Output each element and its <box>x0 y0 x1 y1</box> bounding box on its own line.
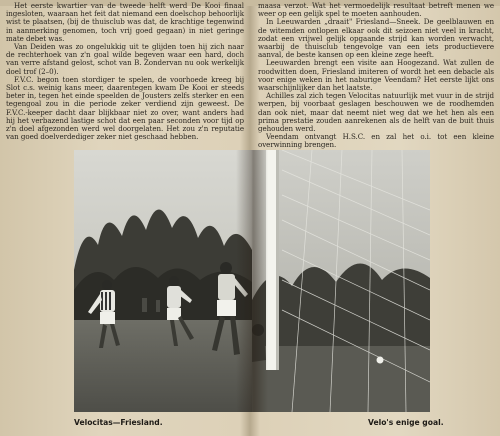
football-match-photo <box>74 150 252 412</box>
article-paragraph: Van Deiden was zo ongelukkig uit te glijden toen hij zich naar de rechterhoek van z'n goal wilde begeven waar een hard, doch van verre afstand gelost, schot van B. Zondervan nu ook werkelijk doel trof (2–0). <box>6 42 244 76</box>
article-paragraph: In Leeuwarden „draait" Friesland—Sneek. De geelblauwen en de witemden ontlopen elkaar ook dit seizoen niet veel in kracht, zodat een vrijwel gelijk opgaande strijd kan worden verwacht, waarbij de thuisclub tengevolge van een iets productievere aanval, de beste kansen op een kleine zege heeft. <box>258 17 494 60</box>
article-paragraph: Leeuwarden brengt een visite aan Hoogezand. Wat zullen de roodwitten doen, Friesland imiteren of wordt het een debacle als voor enige weken in het naburige Veendam? Het eerste lijkt ons waarschijnlijker dan het laatste. <box>258 58 494 93</box>
article-left-column <box>6 2 244 141</box>
article-paragraph: maasa verzot. Wat het vermoedelijk resultaat betreft menen we weer op een gelijk spel te moeten aanhouden. <box>258 1 494 19</box>
goal-net-photo <box>252 150 430 412</box>
article-paragraph: Veendam ontvangt H.S.C. en zal het o.i. tot een kleine overwinning brengen. <box>258 132 494 150</box>
photo-caption-right: Velo's enige goal. <box>368 418 444 427</box>
photo-velo-goal <box>252 150 430 412</box>
photo-caption-left: Velocitas—Friesland. <box>74 418 163 427</box>
photo-spread <box>74 150 430 412</box>
article-paragraph: Achilles zal zich tegen Velocitas natuurlijk met vuur in de strijd werpen, bij voorbaat geslagen beschouwen we de roodhemden dan ook niet, maar dat neemt niet weg dat we het hen als een prima prestatie zouden aanrekenen als de helft van de buit thuis gehouden werd. <box>258 91 494 134</box>
photo-velocitas-friesland <box>74 150 252 412</box>
article-paragraph: F.V.C. begon toen stordiger te spelen, de voorhoede kreeg bij Slot c.s. weinig kans meer, daarentegen kwam De Kooi er steeds beter in, tegen het einde speelden de Jousters zelfs sterker en een tegengoal zou in die periode zeker verdiend zijn geweest. De F.V.C.-keeper dacht daar blijkbaar niet zo over, want anders had hij het verbazend lastige schot dat een paar seconden voor tijd op z'n doel afgezonden werd wel doorgelaten. Het zou z'n reputatie van goed doelverdediger zeker niet geschaad hebben. <box>6 74 244 142</box>
article-right-column <box>258 2 494 150</box>
article-paragraph: Het eerste kwartier van de tweede helft werd De Kooi finaal ingesloten, waaraan het feit dat niemand een doelschop behoorlijk wist te plaatsen, (bij de thuisclub was dat, de krachtige tegenwind in aanmerking genomen, toch vrij goed gegaan) in niet geringe mate debet was. <box>6 1 244 43</box>
